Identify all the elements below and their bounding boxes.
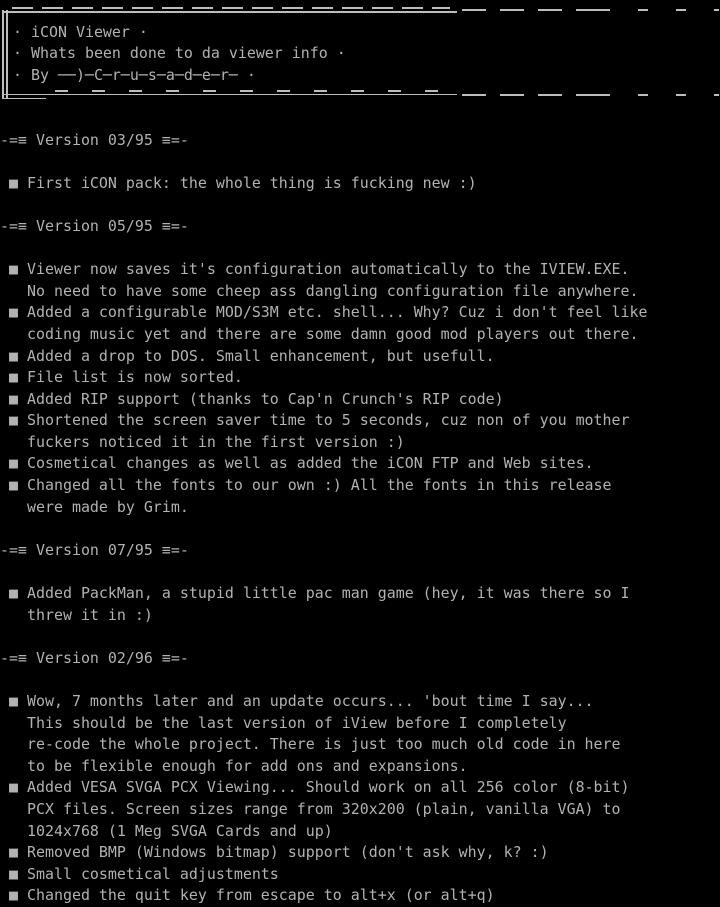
changelog-text-continuation: PCX files. Screen sizes range from 320x200 (plain, vanilla VGA) to <box>0 799 621 818</box>
bullet-icon: ■ <box>0 778 27 797</box>
title-byline: · By ──)─C─r─u─s─a─d─e─r─ · <box>13 65 256 84</box>
changelog-line <box>0 259 720 281</box>
changelog-text: Changed all the fonts to our own :) All the fonts in this release <box>26 476 612 495</box>
changelog-line <box>0 453 720 475</box>
blank-line <box>0 669 720 691</box>
title-box-top-dashed-line <box>12 7 450 9</box>
blank-line <box>0 238 720 260</box>
title-subtitle: · Whats been done to da viewer info · <box>13 44 346 63</box>
bullet-icon: ■ <box>0 389 27 408</box>
changelog-line <box>0 583 720 605</box>
changelog-line <box>0 346 720 368</box>
title-box-bottom-trailing-dashes <box>462 94 600 97</box>
blank-line <box>0 194 720 216</box>
changelog-line <box>0 713 720 735</box>
changelog-text: Shortened the screen saver time to 5 seconds, cuz non of you mother <box>26 411 630 430</box>
title-box-left-border-inner <box>6 10 8 98</box>
changelog-line <box>0 410 720 432</box>
title-box-bottom-dashed-line <box>55 90 450 92</box>
bullet-icon: ■ <box>0 346 27 365</box>
changelog-text-continuation: to be flexible enough for add ons and expansions. <box>0 756 468 775</box>
changelog-text-continuation: 1024x768 (1 Meg SVGA Cards and up) <box>0 821 333 840</box>
changelog-line <box>0 734 720 756</box>
changelog-text-continuation: were made by Grim. <box>0 497 189 516</box>
bullet-icon: ■ <box>0 303 27 322</box>
changelog-line <box>0 864 720 886</box>
version-heading: -=≡ Version 03/95 ≡=- <box>0 130 189 149</box>
blank-line <box>0 626 720 648</box>
changelog-text: File list is now sorted. <box>26 368 243 387</box>
changelog-line <box>0 691 720 713</box>
bullet-icon: ■ <box>0 886 27 905</box>
changelog-line <box>0 173 720 195</box>
changelog-line <box>0 777 720 799</box>
changelog-text: First iCON pack: the whole thing is fucking new :) <box>26 173 477 192</box>
title-box-top-border <box>2 11 457 13</box>
app-title: · iCON Viewer · <box>13 22 148 41</box>
changelog-line <box>0 432 720 454</box>
version-heading: -=≡ Version 02/96 ≡=- <box>0 648 189 667</box>
blank-line <box>0 108 720 130</box>
changelog-text-continuation: No need to have some cheep ass dangling configuration file anywhere. <box>0 281 639 300</box>
title-box-top-trailing-dashes <box>462 9 600 12</box>
title-box-bottom-corner-line <box>2 98 46 100</box>
changelog-text-continuation: threw it in :) <box>0 605 153 624</box>
changelog-text: Small cosmetical adjustments <box>26 864 279 883</box>
bullet-icon: ■ <box>0 843 27 862</box>
changelog-line <box>0 756 720 778</box>
title-box-bottom-trailing-dashes-end <box>600 94 719 97</box>
version-heading: -=≡ Version 05/95 ≡=- <box>0 216 189 235</box>
changelog-line <box>0 497 720 519</box>
bullet-icon: ■ <box>0 476 27 495</box>
bullet-icon: ■ <box>0 454 27 473</box>
changelog-text: Added a drop to DOS. Small enhancement, but usefull. <box>26 346 495 365</box>
changelog-text: Wow, 7 months later and an update occurs... 'bout time I say... <box>26 692 594 710</box>
changelog-text: Added a configurable MOD/S3M etc. shell... Why? Cuz i don't feel like <box>26 303 648 322</box>
title-box-bottom-border <box>2 94 457 96</box>
title-box-top-trailing-dashes-end <box>600 9 719 12</box>
changelog-text-continuation: coding music yet and there are some damn good mod players out there. <box>0 324 639 343</box>
changelog-line <box>0 885 720 907</box>
changelog-line <box>0 389 720 411</box>
changelog-text-continuation: fuckers noticed it in the first version :) <box>0 432 405 451</box>
changelog-line <box>0 367 720 389</box>
changelog-line <box>0 475 720 497</box>
title-box <box>0 0 720 108</box>
changelog-line <box>0 281 720 303</box>
changelog-text: Removed BMP (Windows bitmap) support (don't ask why, k? :) <box>26 843 549 862</box>
bullet-icon: ■ <box>0 173 27 192</box>
changelog-text: Added PackMan, a stupid little pac man game (hey, it was there so I <box>26 584 630 603</box>
version-heading: -=≡ Version 07/95 ≡=- <box>0 540 189 559</box>
changelog-text: Added VESA SVGA PCX Viewing... Should work on all 256 color (8-bit) <box>26 778 630 797</box>
changelog-line <box>0 799 720 821</box>
blank-line <box>0 561 720 583</box>
changelog-document <box>0 108 720 907</box>
changelog-line <box>0 842 720 864</box>
changelog-line <box>0 302 720 324</box>
changelog-text: Changed the quit key from escape to alt+x (or alt+q) <box>26 886 495 905</box>
changelog-line <box>0 324 720 346</box>
changelog-text-continuation: re-code the whole project. There is just too much old code in here <box>0 735 621 754</box>
changelog-line <box>0 605 720 627</box>
changelog-text: Cosmetical changes as well as added the iCON FTP and Web sites. <box>26 454 594 473</box>
bullet-icon: ■ <box>0 692 27 710</box>
blank-line <box>0 518 720 540</box>
changelog-text: Added RIP support (thanks to Cap'n Crunch's RIP code) <box>26 389 504 408</box>
blank-line <box>0 151 720 173</box>
bullet-icon: ■ <box>0 864 27 883</box>
bullet-icon: ■ <box>0 584 27 603</box>
bullet-icon: ■ <box>0 411 27 430</box>
bullet-icon: ■ <box>0 260 27 279</box>
changelog-line <box>0 821 720 843</box>
changelog-text-continuation: This should be the last version of iView before I completely <box>0 713 567 732</box>
title-box-left-border-outer <box>2 10 4 98</box>
bullet-icon: ■ <box>0 368 27 387</box>
changelog-text: Viewer now saves it's configuration automatically to the IVIEW.EXE. <box>26 260 630 279</box>
